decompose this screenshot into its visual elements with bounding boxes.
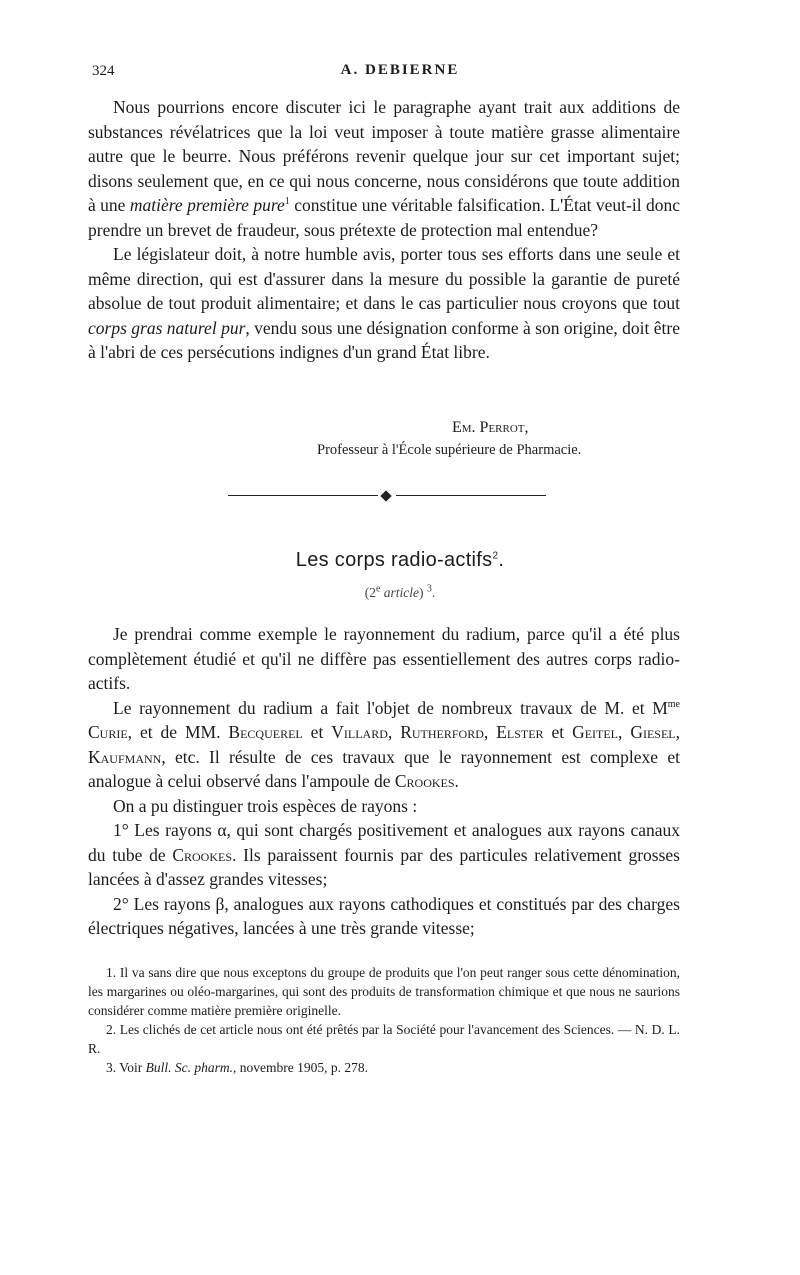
footnote-1: 1. Il va sans dire que nous exceptons du groupe de produits que l'on peut ranger sous cette dénomination, les margarines ou oléo-margarines, qui sont des produits de transformation chimique et que nous ne saurions considérer comme matière première originelle. [88,965,680,1018]
signature-name: Em. Perrot, [452,419,529,436]
article-title: Les corps radio-actifs$^2$. [295,549,505,571]
article2-paragraph-1: Je prendrai comme exemple le rayonnement du radium, parce qu'il a été plus complètement étudié et qu'il ne diffère pas essentiellement des autres corps radio-actifs. [88,624,680,693]
article2-paragraph-4: 1° Les rayons α, qui sont chargés positivement et analogues aux rayons canaux du tube de Crookes. Ils paraissent fournis par des particules relativement grosses lancées à d'assez grandes vitesses; [88,820,680,889]
article2-paragraph-3: On a pu distinguer trois espèces de rayons : [113,795,418,816]
article2-body [88,622,680,941]
separator-diamond-icon [380,490,391,501]
running-head: A. DEBIERNE [340,62,460,78]
footnote-ref-2: 2 [492,550,499,562]
separator-line-right [396,495,546,496]
section-separator [228,491,546,501]
footnote-ref-3: 3 [426,583,432,595]
signature-role: Professeur à l'École supérieure de Pharmacie. [317,442,582,458]
article2-paragraph-2: Le rayonnement du radium a fait l'objet de nombreux travaux de M. et $M^{me}$ Curie, et de MM. Becquerel et Villard, Rutherford, Elster et Geitel, Giesel, Kaufmann, etc. Il résulte de ces travaux que le rayonnement est complexe et analogue à celui observé dans l'ampoule de Crookes. [88,697,681,791]
footnote-ref-1: 1 [284,196,290,208]
page-number: 324 [92,63,115,79]
footnote-2: 2. Les clichés de cet article nous ont été prêtés par la Société pour l'avancement des Sciences. — N. D. L. R. [88,1022,680,1056]
footnotes [88,963,680,1077]
article1-paragraph-1: Nous pourrions encore discuter ici le paragraphe ayant trait aux additions de substances révélatrices que la loi veut imposer à toute matière grasse alimentaire autre que le beurre. Nous préférons revenir quelque jour sur cet important sujet; disons seulement que, en ce qui nous concerne, nous considérons que toute addition à une matière première pure$^1$ constitue une véritable falsification. L'État veut-il donc prendre un brevet de fraudeur, sous prétexte de protection mal entendue? [88,97,680,240]
article1-paragraph-2: Le législateur doit, à notre humble avis, porter tous ses efforts dans une seule et même direction, qui est d'assurer dans la mesure du possible la garantie de pureté absolue de tout produit alimentaire; et dans le cas particulier nous croyons que tout corps gras naturel pur, vendu sous une désignation conforme à son origine, doit être à l'abri de ces persécutions indignes d'un grand État libre. [88,244,680,362]
article-subtitle: (2e article) $^3$. [364,583,436,600]
separator-line-left [228,495,378,496]
footnote-3: 3. Voir Bull. Sc. pharm., novembre 1905, p. 278. [106,1060,368,1075]
article2-paragraph-5: 2° Les rayons β, analogues aux rayons cathodiques et constitués par des charges électriques négatives, lancées à une très grande vitesse; [88,893,680,938]
article1-body [88,95,680,365]
